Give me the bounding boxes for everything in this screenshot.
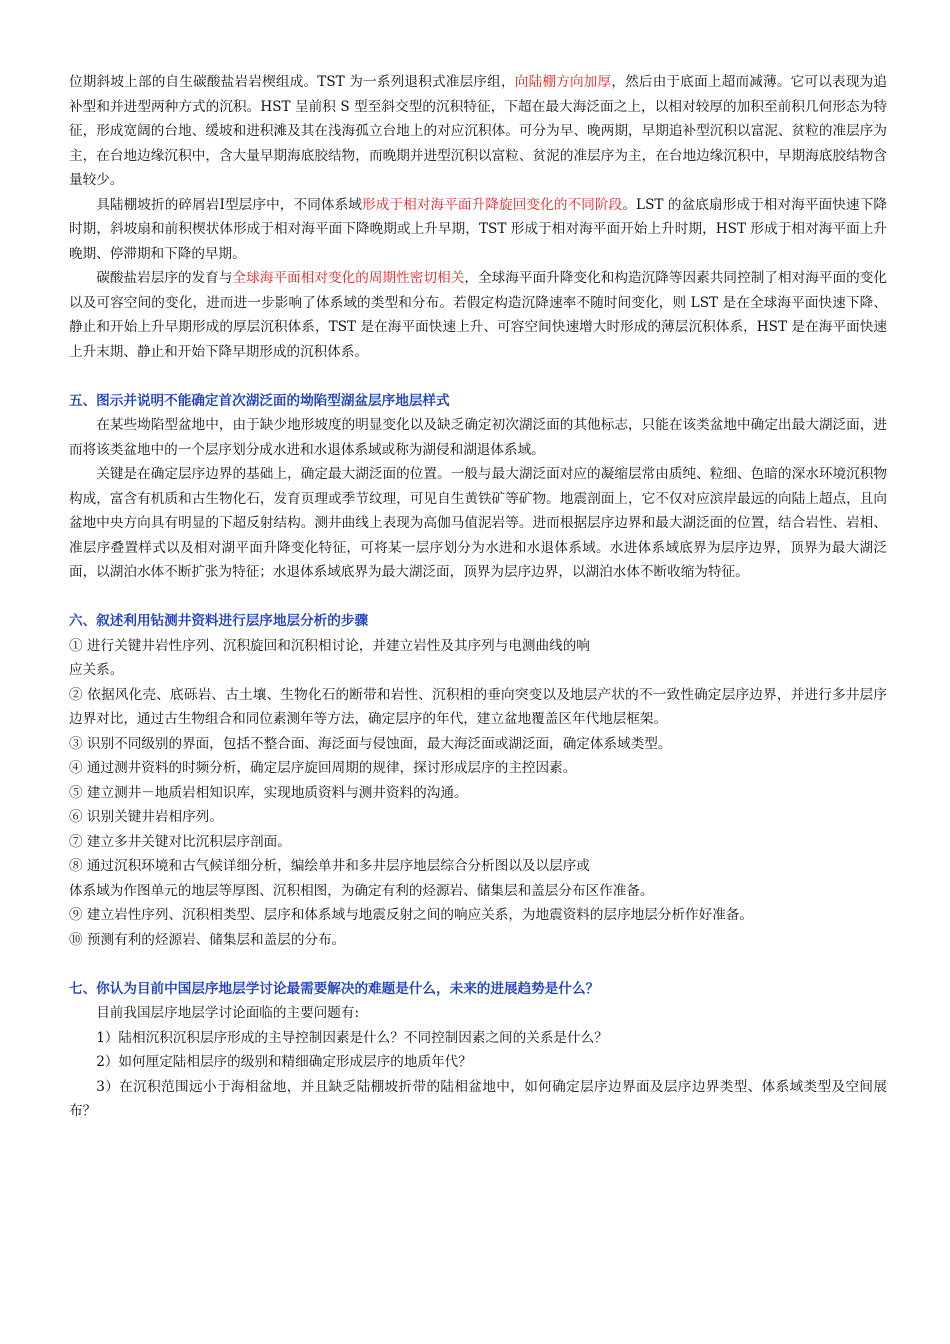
step-line: ③ 识别不同级别的界面，包括不整合面、海泛面与侵蚀面，最大海泛面或湖泛面，确定体系域类型。 — [69, 735, 672, 752]
step-line: ⑧ 通过沉积环境和古气候详细分析，编绘单井和多井层序地层综合分析图以及以层序或 — [69, 858, 590, 874]
step-line: ⑥ 识别关键井岩相序列。 — [69, 809, 223, 825]
step-line: ① 进行关键井岩性序列、沉积旋回和沉积相讨论，并建立岩性及其序列与电测曲线的响 — [69, 637, 590, 654]
step-line: ④ 通过测井资料的时频分析，确定层序旋回周期的规律，探讨形成层序的主控因素。 — [69, 760, 577, 776]
problem-item: 3）在沉积范围远小于海相盆地，并且缺乏陆棚坡折带的陆相盆地中，如何确定层序边界面及层序边界类型、体系域类型及空间展布？ — [69, 1078, 887, 1119]
paragraph-carbonate-systems-tracts: 位期斜坡上部的自生碳酸盐岩岩楔组成。TST 为一系列退积式准层序组，向陆棚方向加厚，然后由于底面上超而减薄。它可以表现为追补型和并进型两种方式的沉积。HST 呈前积 S 型至斜交型的沉积特征，下超在最大海泛面之上，以相对较厚的加积至前积几何形态为特征，形成宽阔的台地、缓坡和进积滩及其在浅海孤立台地上的对应沉积体。可分为早、晚两期，早期追补型沉积以富泥、贫粒的准层序为主，在台地边缘沉积中，含大量早期海底胶结物，而晚期并进型沉积以富粒、贫泥的准层序为主，在台地边缘沉积中，早期海底胶结物含量较少。 — [69, 74, 888, 188]
highlight-text: 全球海平面相对变化的周期性密切相关 — [232, 270, 465, 286]
highlight-text: 形成于相对海平面升降旋回变化的不同阶段 — [362, 196, 623, 213]
problem-item: 2）如何厘定陆相层序的级别和精细确定形成层序的地质年代？ — [96, 1054, 472, 1070]
section-7-heading: 七、你认为目前中国层序地层学讨论最需要解决的难题是什么，未来的进展趋势是什么？ — [69, 980, 600, 997]
section-6-heading: 六、叙述利用钻测井资料进行层序地层分析的步骤 — [69, 613, 369, 629]
problem-item: 1）陆相沉积沉积层序形成的主导控制因素是什么？不同控制因素之间的关系是什么？ — [96, 1029, 608, 1046]
document-page — [69, 70, 887, 1124]
paragraph-carbonate-sequence-development: 碳酸盐岩层序的发育与全球海平面相对变化的周期性密切相关，全球海平面升降变化和构造沉降等因素共同控制了相对海平面的变化以及可容空间的变化，进而进一步影响了体系域的类型和分布。若假定构造沉降速率不随时间变化，则 LST 是在全球海平面快速下降、静止和开始上升早期形成的厚层沉积体系，TST 是在海平面快速上升、可容空间快速增大时形成的薄层沉积体系，HST 是在海平面快速上升末期、静止和开始下降早期形成的沉积体系。 — [69, 270, 888, 360]
step-line: ⑩ 预测有利的烃源岩、储集层和盖层的分布。 — [69, 931, 346, 948]
section-5-paragraph-1: 在某些坳陷型盆地中，由于缺少地形坡度的明显变化以及缺乏确定初次湖泛面的其他标志，只能在该类盆地中确定出最大湖泛面，进而将该类盆地中的一个层序划分成水进和水退体系域或称为湖侵和湖退体系域。 — [69, 417, 887, 458]
step-line: ② 依据风化壳、底砾岩、古土壤、生物化石的断带和岩性、沉积相的垂向突变以及地层产状的不一致性确定层序边界，并进行多井层序边界对比，通过古生物组合和同位素测年等方法，确定层序的年代，建立盆地覆盖区年代地层框架。 — [69, 686, 887, 727]
step-line: 体系域为作图单元的地层等厚图、沉积相图，为确定有利的烃源岩、储集层和盖层分布区作准备。 — [69, 882, 654, 899]
section-5-paragraph-2: 关键是在确定层序边界的基础上，确定最大湖泛面的位置。一般与最大湖泛面对应的凝缩层常由质纯、粒细、色暗的深水环境沉积物构成，富含有机质和古生物化石，发育页理或季节纹理，可见自生黄铁矿等矿物。地震剖面上，它不仅对应滨岸最远的向陆上超点，且向盆地中央方向具有明显的下超反射结构。测井曲线上表现为高伽马值泥岩等。进而根据层序边界和最大湖泛面的位置，结合岩性、岩相、准层序叠置样式以及相对湖平面升降变化特征，可将某一层序划分为水进和水退体系域。水进体系域底界为层序边界，顶界为最大湖泛面，以湖泊水体不断扩张为特征；水退体系域底界为最大湖泛面，顶界为层序边界，以湖泊水体不断收缩为特征。 — [69, 466, 887, 580]
section-5-heading: 五、图示并说明不能确定首次湖泛面的坳陷型湖盆层序地层样式 — [69, 392, 450, 409]
highlight-text: 向陆棚方向加厚 — [514, 74, 612, 90]
step-line: ⑨ 建立岩性序列、沉积相类型、层序和体系域与地震反射之间的响应关系，为地震资料的层序地层分析作好准备。 — [69, 907, 754, 923]
section-7-intro: 目前我国层序地层学讨论面临的主要问题有: — [96, 1005, 360, 1021]
step-line: ⑦ 建立多井关键对比沉积层序剖面。 — [69, 833, 291, 850]
step-line: ⑤ 建立测井－地质岩相知识库，实现地质资料与测井资料的沟通。 — [69, 784, 468, 801]
paragraph-clastic-type1-sequence: 具陆棚坡折的碎屑岩Ⅰ型层序中，不同体系域形成于相对海平面升降旋回变化的不同阶段。LST 的盆底扇形成于相对海平面快速下降时期，斜坡扇和前积楔状体形成于相对海平面下降晚期或上升早期，TST 形成于相对海平面开始上升时期，HST 形成于相对海平面上升晚期、停滞期和下降的早期。 — [69, 196, 887, 262]
step-line: 应关系。 — [69, 662, 124, 678]
